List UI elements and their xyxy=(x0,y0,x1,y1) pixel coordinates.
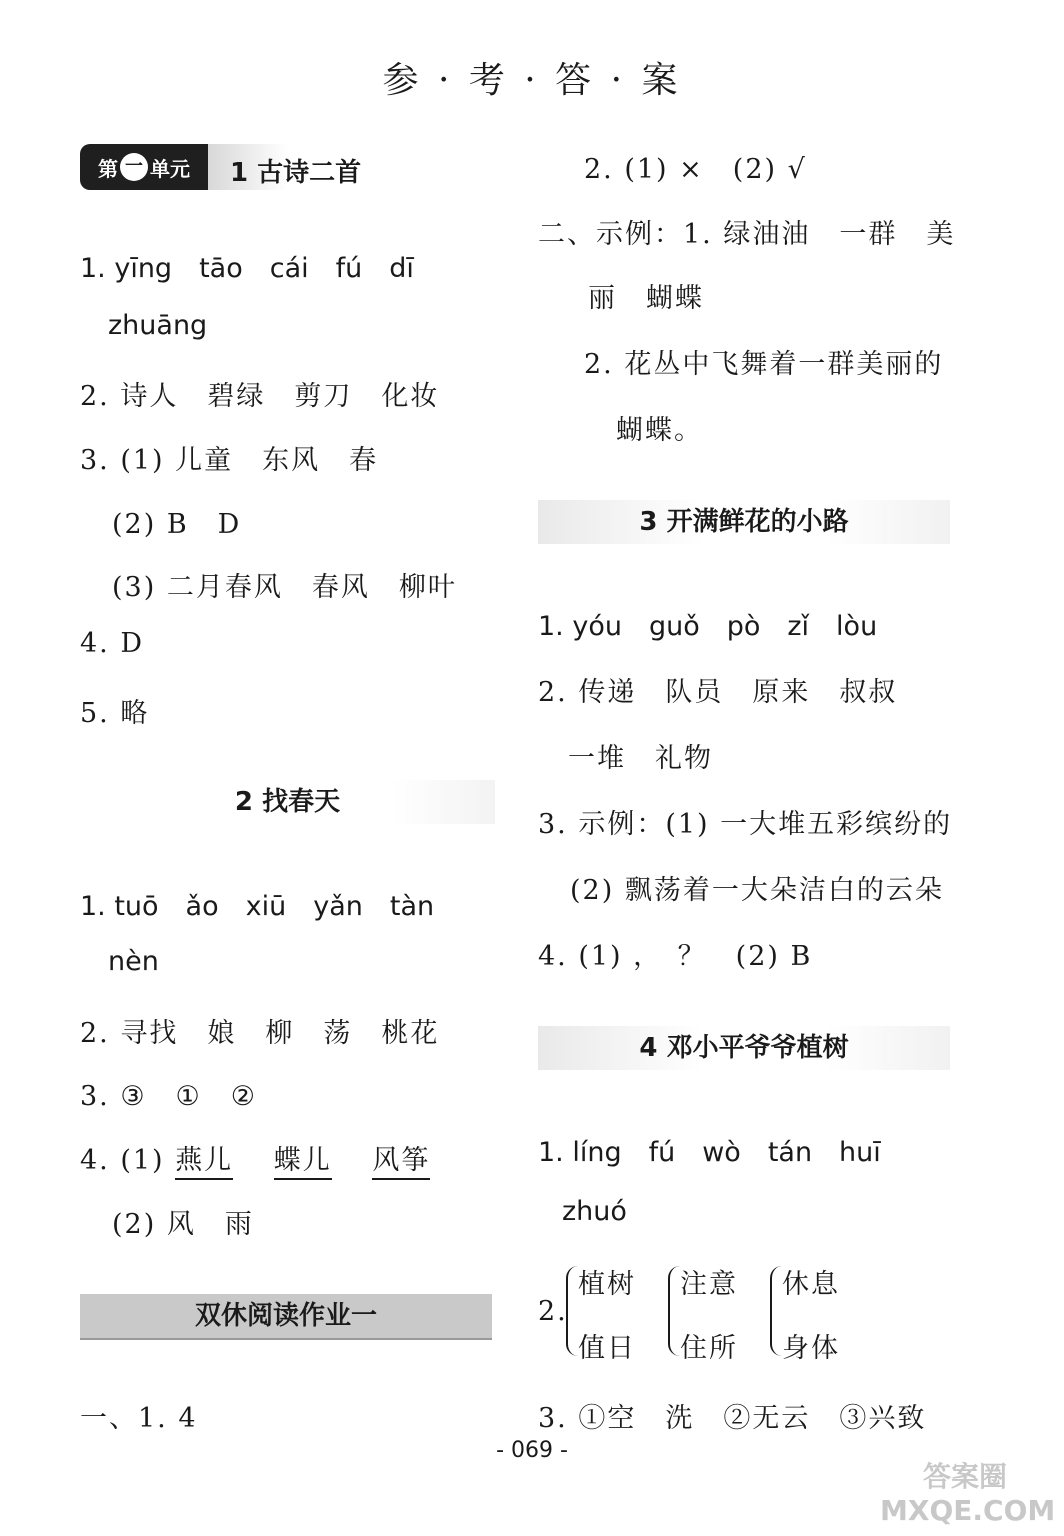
lesson1-q1-line1: 1. yīng tāo cái fú dī xyxy=(80,253,414,284)
lesson3-q3-line2: (2) 飘荡着一大朵洁白的云朵 xyxy=(570,875,944,906)
lesson3-q1: 1. yóu guǒ pò zǐ lòu xyxy=(538,611,878,642)
brace-group xyxy=(668,1262,768,1362)
reading-s2-q1-line1: 二、示例：1. 绿油油 一群 美 xyxy=(538,219,956,250)
lesson3-q3-line1: 3. 示例：(1) 一大堆五彩缤纷的 xyxy=(538,809,953,840)
brace-top-word: 植树 xyxy=(578,1269,636,1300)
lesson1-q4: 4. D xyxy=(80,628,144,659)
unit-badge xyxy=(80,144,208,190)
lesson3-q2-line2: 一堆 礼物 xyxy=(568,743,713,774)
lesson1-q2: 2. 诗人 碧绿 剪刀 化妆 xyxy=(80,381,440,412)
lesson1-title: 1 古诗二首 xyxy=(230,158,362,188)
lesson2-q2: 2. 寻找 娘 柳 荡 桃花 xyxy=(80,1018,440,1049)
page-number: - 069 - xyxy=(496,1438,568,1463)
lesson4-q3: 3. ①空 洗 ②无云 ③兴致 xyxy=(538,1403,927,1434)
lesson1-q3-3: (3) 二月春风 春风 柳叶 xyxy=(112,572,457,603)
reading-s1-q2: 2. (1) × (2) √ xyxy=(584,154,807,185)
lesson1-q1-line2: zhuāng xyxy=(108,310,208,341)
lesson1-q5: 5. 略 xyxy=(80,698,150,729)
lesson2-q4-2: (2) 风 雨 xyxy=(112,1209,254,1240)
lesson1-q3-1: 3. (1) 儿童 东风 春 xyxy=(80,445,379,476)
lesson2-q1-line2: nèn xyxy=(108,946,159,977)
brace-top-word: 休息 xyxy=(782,1269,840,1300)
brace-group xyxy=(770,1262,870,1362)
lesson4-q2-label: 2. xyxy=(538,1296,568,1327)
unit-number: 一 xyxy=(120,153,148,181)
lesson2-q1-line1: 1. tuō ǎo xiū yǎn tàn xyxy=(80,891,435,922)
lesson4-q1-line2: zhuó xyxy=(562,1196,627,1227)
brace-bottom-word: 身体 xyxy=(782,1333,840,1364)
lesson2-q3: 3. ③ ① ② xyxy=(80,1081,257,1112)
lesson2-title: 2 找春天 xyxy=(80,780,495,824)
lesson4-title: 4 邓小平爷爷植树 xyxy=(538,1026,950,1070)
underlined-word: 蝶儿 xyxy=(274,1145,332,1180)
watermark-line1: 答案圈 xyxy=(922,1460,1007,1493)
brace-top-word: 注意 xyxy=(680,1269,738,1300)
brace-bottom-word: 值日 xyxy=(578,1333,636,1364)
reading-s2-q1-line2: 丽 蝴蝶 xyxy=(588,283,704,314)
lesson3-q2-line1: 2. 传递 队员 原来 叔叔 xyxy=(538,677,898,708)
underlined-word: 燕儿 xyxy=(175,1145,233,1180)
reading-s1-q1: 一、1. 4 xyxy=(80,1403,198,1434)
lesson2-q4-1 xyxy=(80,1138,430,1177)
unit-suffix: 单元 xyxy=(150,156,190,181)
brace-icon xyxy=(566,1266,578,1356)
reading-s2-q2-line2: 蝴蝶。 xyxy=(616,415,703,446)
brace-icon xyxy=(668,1266,680,1356)
brace-group xyxy=(566,1262,666,1362)
lesson4-q1-line1: 1. líng fú wò tán huī xyxy=(538,1137,881,1168)
lesson1-q3-2: (2) B D xyxy=(112,509,242,540)
lesson3-q4: 4. (1) ， ？ (2) B xyxy=(538,941,813,972)
reading-title: 双休阅读作业一 xyxy=(80,1294,492,1340)
reading-s2-q2-line1: 2. 花丛中飞舞着一群美丽的 xyxy=(584,349,944,380)
page-title: 参 · 考 · 答 · 案 xyxy=(382,60,682,101)
lesson2-q4-prefix: 4. (1) xyxy=(80,1145,165,1176)
unit-prefix: 第 xyxy=(98,156,118,181)
lesson3-title: 3 开满鲜花的小路 xyxy=(538,500,950,544)
brace-bottom-word: 住所 xyxy=(680,1333,738,1364)
underlined-word: 风筝 xyxy=(372,1145,430,1180)
unit-header xyxy=(80,144,495,190)
watermark-line2: MXQE.COM xyxy=(880,1494,1056,1527)
brace-icon xyxy=(770,1266,782,1356)
watermark-logo xyxy=(880,1460,1056,1530)
